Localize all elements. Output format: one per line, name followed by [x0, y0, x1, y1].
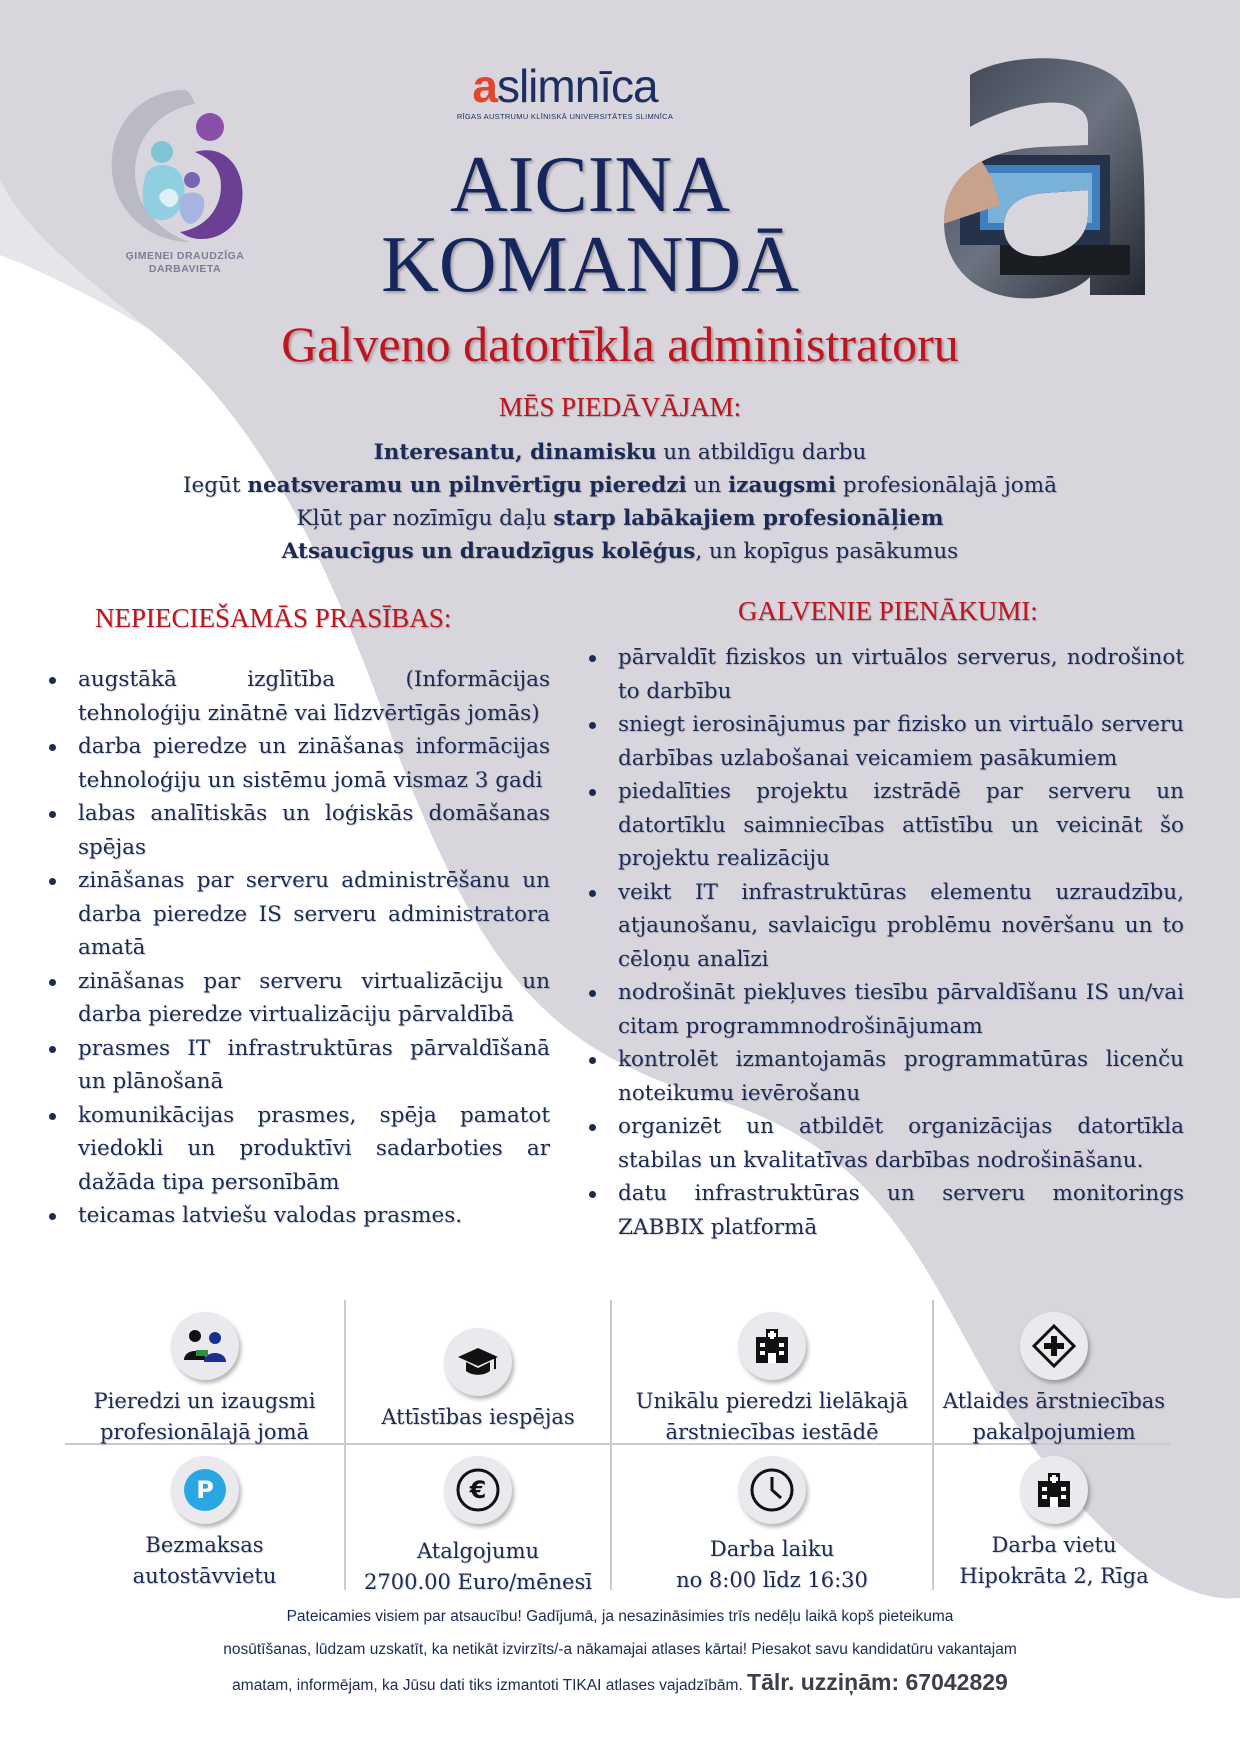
- position-title: Galveno datortīkla administratoru: [281, 316, 959, 372]
- badge-line-2: DARBAVIETA: [148, 263, 222, 275]
- benefit-label: ārstniecības iestādē: [665, 1420, 879, 1444]
- offer-line: Interesantu, dinamisku un atbildīgu darbu: [373, 440, 867, 465]
- benefit-label: Atalgojumu: [416, 1539, 540, 1563]
- benefit-label: 2700.00 Euro/mēnesī: [364, 1570, 592, 1594]
- benefit-label: Attīstības iespējas: [381, 1405, 575, 1429]
- family-icon: [100, 82, 270, 252]
- benefit-item: [346, 1328, 610, 1433]
- family-friendly-badge: [100, 82, 270, 297]
- parking-icon: [171, 1456, 239, 1524]
- list-item: datu infrastruktūras un serveru monitorings ZABBIX platformā: [618, 1177, 1184, 1244]
- benefit-label: autostāvvietu: [132, 1564, 277, 1588]
- benefit-label: profesionālajā jomā: [99, 1420, 310, 1444]
- bullet-icon: [49, 1046, 56, 1053]
- benefit-item: [65, 1312, 344, 1448]
- bullet-icon: [589, 722, 596, 729]
- bullet-icon: [49, 1213, 56, 1220]
- benefit-item: [934, 1312, 1174, 1448]
- list-item: pārvaldīt fiziskos un virtuālos serverus, nodrošinot to darbību: [618, 641, 1184, 708]
- people-icon: [171, 1312, 239, 1380]
- benefit-label: no 8:00 līdz 16:30: [676, 1568, 868, 1592]
- medical-cross-icon: [1020, 1312, 1088, 1380]
- bullet-icon: [589, 890, 596, 897]
- list-item: labas analītiskās un loģiskās domāšanas spējas: [78, 797, 550, 864]
- list-item: teicamas latviešu valodas prasmes.: [78, 1199, 550, 1233]
- duties-list: [618, 641, 1184, 1244]
- benefit-label: Bezmaksas: [145, 1533, 264, 1557]
- bullet-icon: [49, 979, 56, 986]
- benefit-label: Pieredzi un izaugsmi: [93, 1389, 316, 1413]
- offer-heading: MĒS PIEDĀVĀJAM:: [498, 392, 742, 422]
- bullet-icon: [589, 1191, 596, 1198]
- footer-line: Pateicamies visiem par atsaucību! Gadījumā, ja nesazināsimies trīs nedēļu laikā kopš pieteikuma: [286, 1608, 954, 1625]
- list-item: kontrolēt izmantojamās programmatūras licenču noteikumu ievērošanu: [618, 1043, 1184, 1110]
- list-item: zināšanas par serveru administrēšanu un darba pieredze IS serveru administratora amatā: [78, 864, 550, 965]
- list-item: zināšanas par serveru virtualizāciju un darba pieredze virtualizāciju pārvaldībā: [78, 965, 550, 1032]
- benefit-label: Hipokrāta 2, Rīga: [959, 1564, 1149, 1588]
- clock-icon: [738, 1456, 806, 1524]
- benefit-label: Unikālu pieredzi lielākajā: [635, 1389, 909, 1413]
- benefit-label: Darba laiku: [709, 1537, 835, 1561]
- bullet-icon: [589, 1124, 596, 1131]
- list-item: komunikācijas prasmes, spēja pamatot viedokli un produktīvi sadarboties ar dažāda tipa personībām: [78, 1099, 550, 1200]
- bullet-icon: [49, 878, 56, 885]
- benefit-item: [65, 1456, 344, 1592]
- offer-list: [0, 436, 1240, 568]
- bullet-icon: [589, 655, 596, 662]
- requirements-heading: NEPIECIEŠAMĀS PRASĪBAS:: [95, 603, 452, 633]
- list-item: organizēt un atbildēt organizācijas datortīkla stabilas un kvalitatīvas darbības nodrošināšanu.: [618, 1110, 1184, 1177]
- logo-name: slimnīca: [496, 60, 658, 112]
- requirements-list: [78, 663, 550, 1233]
- bullet-icon: [49, 1113, 56, 1120]
- building-icon: [1020, 1456, 1088, 1524]
- list-item: prasmes IT infrastruktūras pārvaldīšanā un plānošanā: [78, 1032, 550, 1099]
- bullet-icon: [589, 789, 596, 796]
- benefit-item: [612, 1312, 932, 1448]
- euro-icon: [444, 1456, 512, 1524]
- list-item: piedalīties projektu izstrādē par serveru un datortīklu saimniecības attīstību un veicināt šo projektu realizāciju: [618, 775, 1184, 876]
- graduation-cap-icon: [444, 1328, 512, 1396]
- decorative-letter-a: [940, 55, 1150, 300]
- svg-text:€: €: [469, 1476, 487, 1504]
- hospital-icon: [738, 1312, 806, 1380]
- benefit-item: [346, 1456, 610, 1598]
- benefit-item: [612, 1456, 932, 1596]
- bullet-icon: [49, 811, 56, 818]
- footer-note: [0, 1600, 1240, 1702]
- list-item: veikt IT infrastruktūras elementu uzraudzību, atjaunošanu, savlaicīgu problēmu novēršanu un to cēloņu analīzi: [618, 876, 1184, 977]
- benefit-label: Darba vietu: [991, 1533, 1117, 1557]
- offer-line: Atsaucīgus un draudzīgus kolēģus, un kopīgus pasākumus: [281, 539, 959, 564]
- footer-line: nosūtīšanas, lūdzam uzskatīt, ka netikāt izvirzīts/-a nākamajai atlases kārtai! Piesakot savu kandidatūru vakantajam: [223, 1641, 1017, 1658]
- list-item: augstākā izglītība (Informācijas tehnoloģiju zinātnē vai līdzvērtīgās jomās): [78, 663, 550, 730]
- logo-tagline: RĪGAS AUSTRUMU KLĪNISKĀ UNIVERSITĀTES SLIMNĪCA: [456, 112, 674, 121]
- benefit-label: pakalpojumiem: [972, 1420, 1136, 1444]
- footer-line: amatam, informējam, ka Jūsu dati tiks izmantoti TIKAI atlases vajadzībām.: [232, 1677, 743, 1694]
- title-line-2: KOMANDĀ: [381, 221, 799, 309]
- list-item: sniegt ierosinājumus par fizisko un virtuālo serveru darbības uzlabošanai veicamiem pasākumiem: [618, 708, 1184, 775]
- contact-phone: Tālr. uzziņām: 67042829: [747, 1669, 1008, 1695]
- logo-accent-letter: a: [472, 60, 497, 112]
- benefit-label: Atlaides ārstniecības: [942, 1389, 1166, 1413]
- bullet-icon: [589, 1057, 596, 1064]
- bullet-icon: [49, 744, 56, 751]
- bullet-icon: [589, 990, 596, 997]
- duties-heading: GALVENIE PIENĀKUMI:: [738, 596, 1038, 626]
- svg-text:P: P: [195, 1476, 214, 1504]
- benefit-item: [934, 1456, 1174, 1592]
- offer-line: Kļūt par nozīmīgu daļu starp labākajiem profesionāļiem: [296, 506, 944, 531]
- list-item: darba pieredze un zināšanas informācijas tehnoloģiju un sistēmu jomā vismaz 3 gadi: [78, 730, 550, 797]
- title-line-1: AICINA: [450, 141, 730, 229]
- bullet-icon: [49, 677, 56, 684]
- offer-line: Iegūt neatsveramu un pilnvērtīgu pieredzi un izaugsmi profesionālajā jomā: [183, 473, 1057, 498]
- badge-line-1: ĢIMENEI DRAUDZĪGA: [125, 250, 245, 262]
- list-item: nodrošināt piekļuves tiesību pārvaldīšanu IS un/vai citam programmnodrošinājumam: [618, 976, 1184, 1043]
- hospital-logo: [440, 62, 690, 121]
